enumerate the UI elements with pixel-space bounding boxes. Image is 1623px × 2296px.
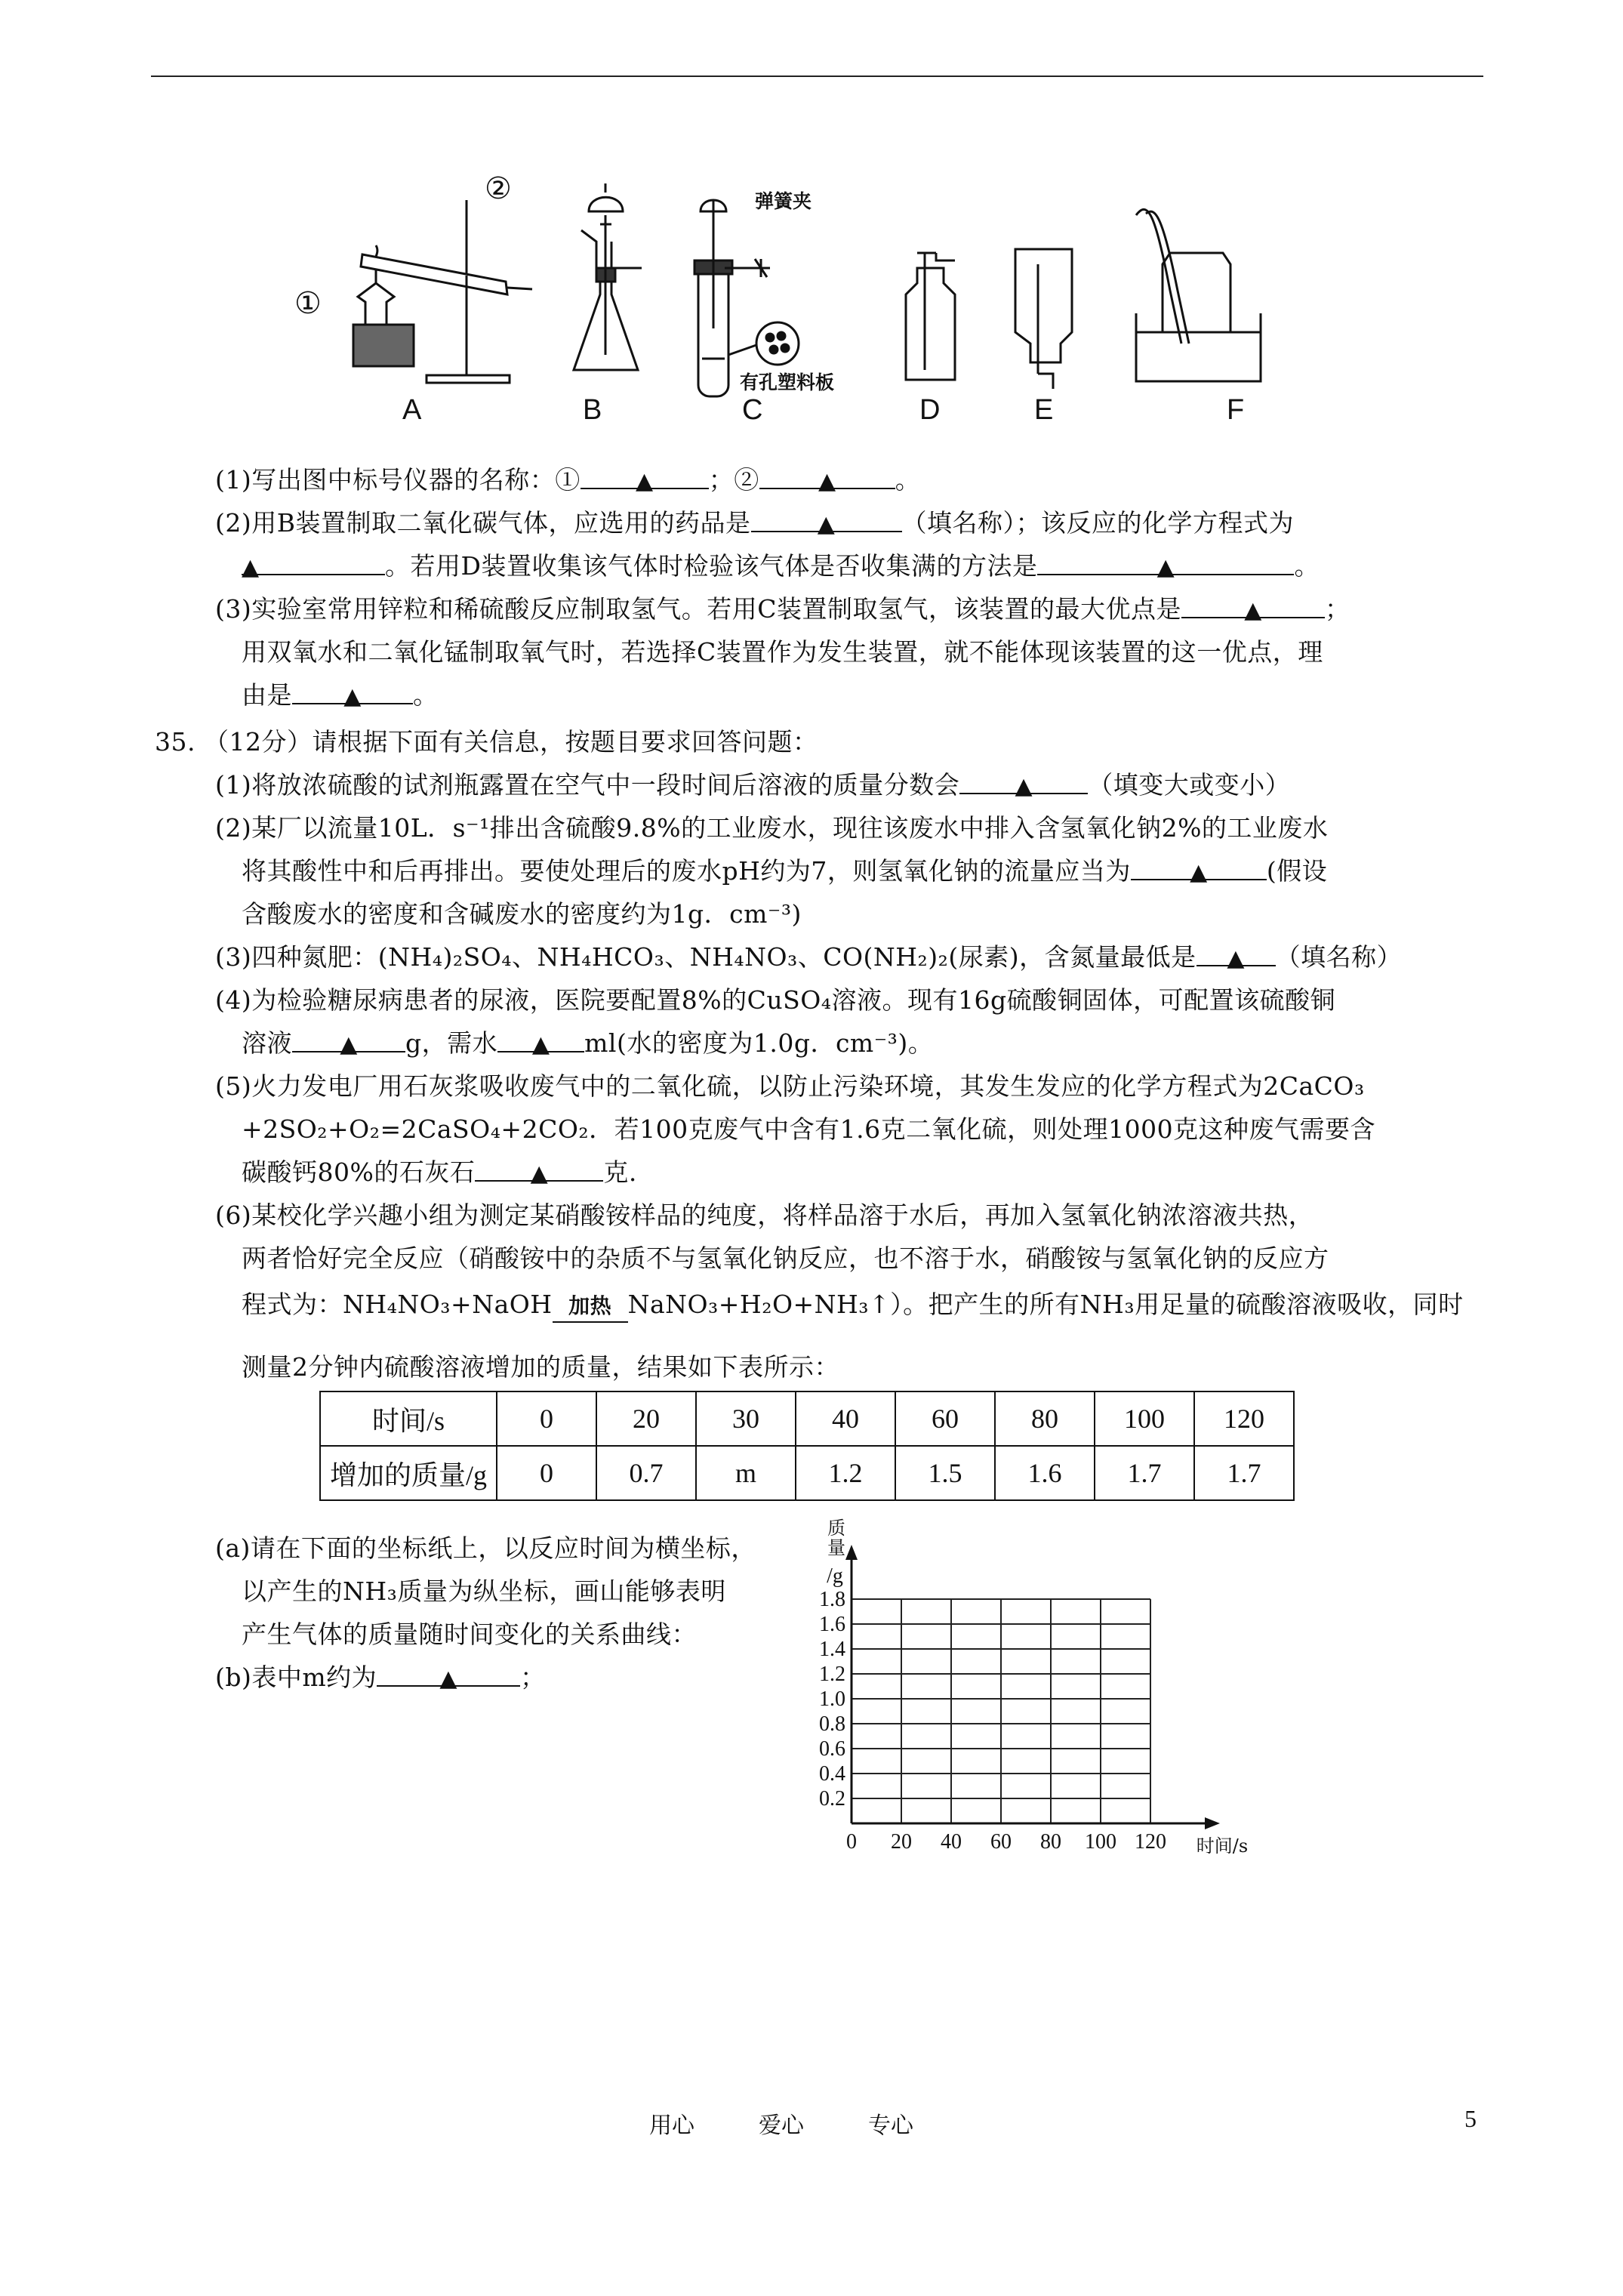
answer-blank[interactable] — [292, 674, 413, 710]
answer-blank[interactable] — [242, 545, 385, 581]
y-tick-label: 1.6 — [819, 1613, 845, 1636]
blank-marker: ▲ — [817, 511, 836, 538]
x-tick-label: 100 — [1085, 1830, 1116, 1854]
q34-text: 。若用D装置收集该气体时检验该气体是否收集满的方法是 — [385, 551, 1038, 581]
answer-blank[interactable] — [292, 1022, 405, 1058]
marker-1: ① — [294, 286, 322, 320]
table-cell: 0 — [497, 1446, 596, 1500]
q34-line-1 — [215, 459, 920, 501]
q35-text: ； — [520, 1663, 546, 1692]
q34-text: 。 — [895, 465, 921, 495]
answer-blank[interactable] — [475, 1151, 603, 1187]
porous-plate-label: 有孔塑料板 — [740, 371, 835, 393]
y-tick-label: 0.8 — [819, 1712, 845, 1736]
apparatus-label-f: F — [1227, 394, 1245, 426]
answer-blank[interactable] — [1196, 936, 1276, 972]
q35-b — [215, 1657, 546, 1699]
table-cell: 时间/s — [320, 1391, 497, 1446]
apparatus-label-b: B — [583, 394, 602, 426]
q35-text: (假设 — [1266, 856, 1328, 886]
q35-a-1: (a)请在下面的坐标纸上，以反应时间为横坐标， — [215, 1533, 756, 1563]
header-rule — [151, 76, 1483, 77]
blank-marker: ▲ — [1015, 773, 1033, 800]
apparatus-label-d: D — [919, 394, 941, 426]
q34-text: ； — [1325, 594, 1350, 624]
q35-text: 溶液 — [242, 1028, 292, 1058]
q34-text: (2)用B装置制取二氧化碳气体，应选用的药品是 — [215, 508, 751, 538]
y-axis-label: 量 — [827, 1537, 845, 1558]
q34-text: （填名称）；该反应的化学方程式为 — [901, 508, 1294, 538]
blank-marker: ▲ — [1227, 945, 1245, 972]
q35-part-5b: +2SO₂+O₂=2CaSO₄+2CO₂．若100克废气中含有1.6克二氧化硫，则处理1000克这种废气需要含 — [242, 1114, 1376, 1144]
q34-line-4 — [215, 588, 1350, 630]
blank-marker: ▲ — [818, 468, 836, 495]
table-cell: 60 — [895, 1391, 995, 1446]
q35-text: (3)四种氮肥：(NH₄)₂SO₄、NH₄HCO₃、NH₄NO₃、CO(NH₂)₂(尿素)，含氮量最低是 — [215, 942, 1196, 972]
answer-blank[interactable] — [1181, 588, 1325, 624]
y-axis-label: 质 — [827, 1518, 845, 1539]
q35-text: （填名称） — [1275, 942, 1403, 972]
answer-blank[interactable] — [759, 459, 895, 495]
q35-text: 程式为：NH₄NO₃+NaOH — [242, 1290, 553, 1319]
table-cell: 1.2 — [796, 1446, 895, 1500]
blank-marker: ▲ — [1244, 597, 1262, 624]
answer-blank[interactable] — [497, 1022, 584, 1058]
q34-text: 。 — [413, 680, 439, 710]
blank-marker: ▲ — [531, 1031, 550, 1058]
q35-part-6d: 测量2分钟内硫酸溶液增加的质量，结果如下表所示： — [242, 1352, 839, 1382]
marker-2: ② — [485, 171, 512, 205]
y-tick-label: 0.2 — [819, 1787, 845, 1811]
q35-part-6a: (6)某校化学兴趣小组为测定某硝酸铵样品的纯度，将样品溶于水后，再加入氢氧化钠浓溶液共热， — [215, 1200, 1314, 1230]
q35-a-3: 产生气体的质量随时间变化的关系曲线： — [242, 1620, 697, 1649]
blank-marker: ▲ — [439, 1666, 457, 1692]
y-tick-label: 1.4 — [819, 1638, 845, 1661]
q35-text: g，需水 — [405, 1028, 498, 1058]
q34-line-5: 用双氧水和二氧化锰制取氧气时，若选择C装置作为发生装置，就不能体现该装置的这一优点，理 — [242, 637, 1323, 667]
q35-part-5a: (5)火力发电厂用石灰浆吸收废气中的二氧化硫，以防止污染环境，其发生发应的化学方程式为2CaCO₃ — [215, 1071, 1365, 1101]
q35-text: ml(水的密度为1.0g．cm⁻³)。 — [584, 1028, 934, 1058]
table-cell: m — [696, 1446, 796, 1500]
x-tick-label: 60 — [990, 1830, 1012, 1854]
x-tick-label: 120 — [1135, 1830, 1166, 1854]
blank-marker: ▲ — [343, 683, 362, 710]
blank-marker: ▲ — [1190, 859, 1208, 886]
q35-text: (1)将放浓硫酸的试剂瓶露置在空气中一段时间后溶液的质量分数会 — [215, 770, 960, 800]
x-axis-label: 时间/s — [1196, 1835, 1249, 1857]
x-tick-label: 0 — [846, 1830, 857, 1854]
q34-line-3 — [242, 545, 1320, 587]
q34-text: ；② — [708, 465, 759, 495]
heat-label: 加热 — [568, 1293, 612, 1318]
q35-text: NaNO₃+H₂O+NH₃↑）。把产生的所有NH₃用足量的硫酸溶液吸收，同时 — [627, 1290, 1464, 1319]
footer-word-1: 用心 — [649, 2113, 694, 2139]
table-cell: 1.6 — [995, 1446, 1095, 1500]
heat-condition — [553, 1285, 628, 1327]
y-axis-arrow — [845, 1545, 858, 1560]
blank-marker: ▲ — [242, 554, 260, 581]
table-row — [320, 1446, 1294, 1500]
y-tick-label: 1.8 — [819, 1588, 845, 1611]
table-cell: 0 — [497, 1391, 596, 1446]
apparatus-figure — [287, 170, 1336, 430]
table-cell: 120 — [1194, 1391, 1294, 1446]
answer-blank[interactable] — [1131, 850, 1267, 886]
apparatus-label-a: A — [402, 394, 422, 426]
table-cell: 80 — [995, 1391, 1095, 1446]
y-tick-label: 0.6 — [819, 1737, 845, 1761]
y-tick-label: 1.0 — [819, 1687, 845, 1711]
q34-text: 由是 — [242, 680, 292, 710]
q35-text: (b)表中m约为 — [215, 1663, 377, 1692]
q34-line-6 — [242, 674, 439, 717]
x-tick-label: 80 — [1040, 1830, 1061, 1854]
q35-heading: 35. （12分）请根据下面有关信息，按题目要求回答问题： — [155, 727, 818, 757]
blank-marker: ▲ — [340, 1031, 358, 1058]
y-tick-label: 0.4 — [819, 1762, 845, 1786]
q35-part-2b — [242, 850, 1327, 892]
y-axis-unit: /g — [827, 1564, 843, 1588]
spring-clip-label: 弹簧夹 — [755, 190, 812, 212]
blank-marker: ▲ — [635, 468, 654, 495]
q35-text: （填变大或变小） — [1088, 770, 1291, 800]
q35-text: 将其酸性中和后再排出。要使处理后的废水pH约为7，则氢氧化钠的流量应当为 — [242, 856, 1131, 886]
table-cell: 1.7 — [1095, 1446, 1194, 1500]
reaction-arrow-line — [553, 1321, 628, 1323]
q34-text: 。 — [1294, 551, 1320, 581]
q35-part-5c — [242, 1151, 637, 1194]
table-cell: 40 — [796, 1391, 895, 1446]
q35-part-4b — [242, 1022, 933, 1065]
answer-blank[interactable] — [1037, 545, 1294, 581]
answer-blank[interactable] — [959, 764, 1088, 800]
q34-text: (3)实验室常用锌粒和稀硫酸反应制取氢气。若用C装置制取氢气，该装置的最大优点是 — [215, 594, 1181, 624]
apparatus-label-e: E — [1034, 394, 1054, 426]
q35-text: 碳酸钙80%的石灰石 — [242, 1157, 476, 1187]
table-cell: 1.5 — [895, 1446, 995, 1500]
blank-marker: ▲ — [530, 1160, 549, 1187]
answer-blank[interactable] — [377, 1657, 520, 1692]
q35-part-6b: 两者恰好完全反应（硝酸铵中的杂质不与氢氧化钠反应，也不溶于水，硝酸铵与氢氧化钠的反应方 — [242, 1244, 1329, 1273]
table-cell: 1.7 — [1194, 1446, 1294, 1500]
table-cell: 100 — [1095, 1391, 1194, 1446]
coordinate-grid[interactable] — [793, 1510, 1321, 1872]
q35-part-6c — [242, 1284, 1464, 1327]
q35-part-2a: (2)某厂以流量10L．s⁻¹排出含硫酸9.8%的工业废水，现往该废水中排入含氢氧化钠2%的工业废水 — [215, 813, 1329, 843]
table-cell: 30 — [696, 1391, 796, 1446]
table-cell: 增加的质量/g — [320, 1446, 497, 1500]
blank-marker: ▲ — [1156, 554, 1175, 581]
q35-text: 克. — [603, 1157, 637, 1187]
table-cell: 20 — [596, 1391, 696, 1446]
x-tick-label: 40 — [941, 1830, 962, 1854]
page-number: 5 — [1464, 2105, 1477, 2132]
footer-word-2: 爱心 — [759, 2113, 804, 2139]
data-table — [319, 1391, 1295, 1501]
y-tick-label: 1.2 — [819, 1663, 845, 1686]
q35-part-1 — [215, 764, 1290, 806]
table-cell: 0.7 — [596, 1446, 696, 1500]
answer-blank[interactable] — [581, 459, 709, 495]
x-tick-label: 20 — [891, 1830, 912, 1854]
q35-part-4a: (4)为检验糖尿病患者的尿液，医院要配置8%的CuSO₄溶液。现有16g硫酸铜固体，可配置该硫酸铜 — [215, 985, 1336, 1015]
answer-blank[interactable] — [751, 502, 902, 538]
apparatus-label-c: C — [742, 394, 763, 426]
q34-text: (1)写出图中标号仪器的名称：① — [215, 465, 581, 495]
table-row — [320, 1391, 1294, 1446]
q35-part-3 — [215, 936, 1402, 978]
q34-line-2 — [215, 502, 1294, 544]
q35-part-2c: 含酸废水的密度和含碱废水的密度约为1g．cm⁻³) — [242, 899, 802, 929]
x-axis-arrow — [1205, 1817, 1220, 1829]
footer-word-3: 专心 — [868, 2113, 913, 2139]
q35-a-2: 以产生的NH₃质量为纵坐标，画山能够表明 — [242, 1576, 726, 1606]
